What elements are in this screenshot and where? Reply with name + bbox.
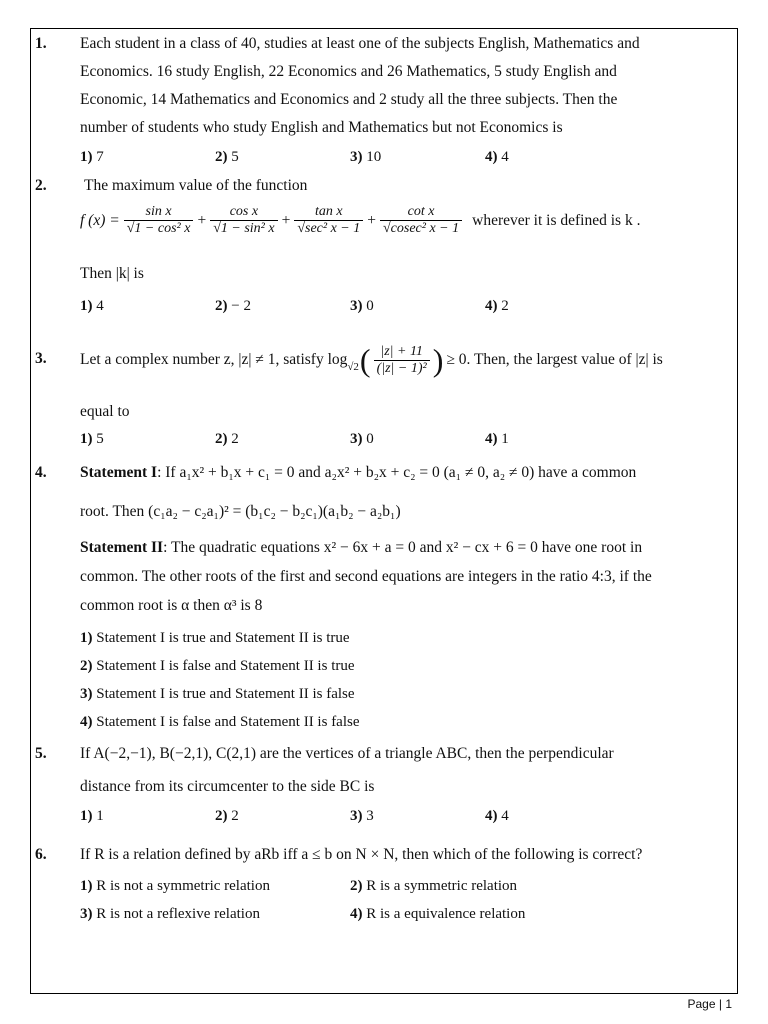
page-footer — [687, 997, 732, 1011]
statement-1-line: Statement I: If a₁x² + b₁x + c₁ = 0 and a₂x² + b₂x + c₂ = 0 (a₁ ≠ 0, a₂ ≠ 0) have a common — [80, 464, 637, 481]
question-text-line: equal to — [80, 403, 130, 420]
option-2: 2) − 2 — [215, 298, 251, 314]
option-1: 1) Statement I is true and Statement II is true — [80, 630, 350, 646]
page-label: Page — [687, 997, 716, 1011]
question-number: 2. — [35, 177, 47, 194]
fraction-term: $\frac{\text{cos x}}{\text{√1 − sin² x}}$ — [210, 204, 277, 237]
option-2: 2) 2 — [215, 808, 239, 824]
question-number: 1. — [35, 35, 47, 52]
option-3: 3) Statement I is true and Statement II is false — [80, 686, 355, 702]
question-number: 4. — [35, 464, 47, 481]
question-text-line: Economic, 14 Mathematics and Economics and 2 study all the three subjects. Then the — [80, 91, 618, 108]
statement-2-line: common root is α then α³ is 8 — [80, 597, 263, 614]
option-2: 2) 5 — [215, 149, 239, 165]
option-3: 3) 0 — [350, 298, 374, 314]
option-4: 4) 2 — [485, 298, 509, 314]
page-number: 1 — [725, 997, 732, 1011]
option-1: 1) 5 — [80, 431, 104, 447]
option-1: 1) 4 — [80, 298, 104, 314]
question-number: 5. — [35, 745, 47, 762]
option-4: 4) 4 — [485, 808, 509, 824]
question-text-line: Let a complex number z, |z| ≠ 1, satisfy log $_{√2}$ ( $\frac{|z| + 11}{\text{(|z| − 1)²}}$ ) ≥ 0. Then, the largest value of |z| is — [80, 341, 663, 378]
option-2: 2) Statement I is false and Statement II is true — [80, 658, 355, 674]
question-text-line: Then |k| is — [80, 265, 144, 282]
question-text-line: The maximum value of the function — [84, 177, 308, 194]
option-4: 4) R is a equivalence relation — [350, 906, 526, 922]
option-4: 4) 4 — [485, 149, 509, 165]
option-3: 3) 10 — [350, 149, 382, 165]
question-text-line: distance from its circumcenter to the side BC is — [80, 778, 375, 795]
fraction-term: $\frac{\text{sin x}}{\text{√1 − cos² x}}$ — [124, 204, 194, 237]
option-2: 2) R is a symmetric relation — [350, 878, 518, 894]
option-1: 1) 1 — [80, 808, 104, 824]
option-3: 3) R is not a reflexive relation — [80, 906, 260, 922]
statement-1-line: root. Then (c₁a₂ − c₂a₁)² = (b₁c₂ − b₂c₁)(a₁b₂ − a₂b₁) — [80, 503, 401, 520]
option-3: 3) 3 — [350, 808, 374, 824]
option-4: 4) 1 — [485, 431, 509, 447]
question-text-line: Economics. 16 study English, 22 Economics and 26 Mathematics, 5 study English and — [80, 63, 617, 80]
option-4: 4) Statement I is false and Statement II is false — [80, 714, 360, 730]
log-fraction: $\frac{|z| + 11}{\text{(|z| − 1)²}}$ — [374, 344, 430, 377]
option-1: 1) R is not a symmetric relation — [80, 878, 270, 894]
question-number: 3. — [35, 350, 47, 367]
fraction-term: $\frac{\text{tan x}}{\text{√sec² x − 1}}$ — [294, 204, 363, 237]
statement-2-line: Statement II: The quadratic equations x² − 6x + a = 0 and x² − cx + 6 = 0 have one root in — [80, 539, 643, 556]
option-3: 3) 0 — [350, 431, 374, 447]
question-number: 6. — [35, 846, 47, 863]
question-text-line: If A(−2,−1), B(−2,1), C(2,1) are the vertices of a triangle ABC, then the perpendicular — [80, 745, 614, 762]
option-1: 1) 7 — [80, 149, 104, 165]
option-2: 2) 2 — [215, 431, 239, 447]
question-text-line: number of students who study English and Mathematics but not Economics is — [80, 119, 563, 136]
statement-2-line: common. The other roots of the first and second equations are integers in the ratio 4:3, if the — [80, 568, 652, 585]
page-separator: | — [718, 997, 722, 1011]
question-text-line: Each student in a class of 40, studies at least one of the subjects English, Mathematics and — [80, 35, 640, 52]
fraction-term: $\frac{\text{cot x}}{\text{√cosec² x − 1}}$ — [380, 204, 462, 237]
function-formula: f (x) = $\frac{\text{sin x}}{\text{√1 − cos² x}}$ + $\frac{\text{cos x}}{\text{√1 − sin² x}}$ + $\frac{\text{tan x}}{\text{√sec² x − 1}}$ + $\frac{\text{cot x}}{\text{√cosec² x − 1}}$ wherever it is defined is k . — [80, 204, 641, 236]
question-text-line: If R is a relation defined by aRb iff a ≤ b on N × N, then which of the following is correct? — [80, 846, 643, 863]
